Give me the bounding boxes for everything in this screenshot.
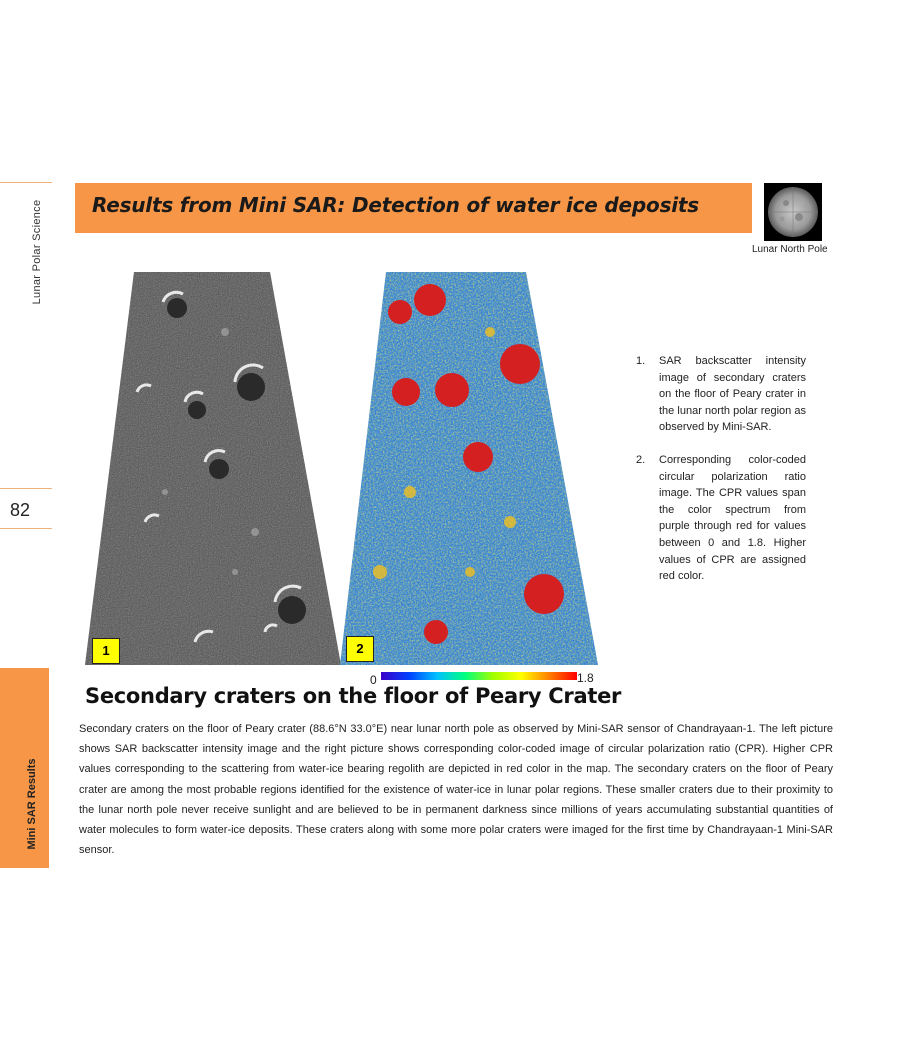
note-text: Corresponding color-coded circular polarization ratio image. The CPR values span the color spectrum from purple through red for values between 0 and 1.8. Higher values of CPR are assigned red color. bbox=[659, 453, 806, 583]
colorbar-max-label: 1.8 bbox=[577, 671, 594, 685]
section-body: Secondary craters on the floor of Peary crater (88.6°N 33.0°E) near lunar north pole as observed by Mini-SAR sensor of Chandrayaan-1. The left picture shows SAR backscatter intensity image and the right picture shows corresponding color-coded image of circular polarization ratio (CPR). Higher CPR values corresponding to the scattering from water-ice bearing regolith are depicted in red color in the map. The secondary craters on the floor of Peary crater are among the most probable regions identified for the existence of water-ice in lunar polar regions. These smaller craters due to their proximity to the lunar north pole never receive sunlight and are believed to be in permanent darkness since millions of years accumulating substantial quantities of water molecules to form water-ice deposits. These craters along with some more polar craters were imaged for the first time by Chandrayaan-1 Mini-SAR sensor. bbox=[79, 723, 833, 857]
header-bar bbox=[75, 183, 752, 233]
page-title: Results from Mini SAR: Detection of water ice deposits bbox=[92, 193, 699, 217]
note-text: SAR backscatter intensity image of secondary craters on the floor of Peary crater in the lunar north polar region as observed by Mini-SAR. bbox=[659, 355, 806, 434]
cpr-color-image bbox=[340, 272, 598, 665]
note-item bbox=[636, 452, 806, 585]
colorbar-min-label: 0 bbox=[370, 673, 377, 687]
panel-1-badge: 1 bbox=[92, 638, 120, 664]
cpr-colorbar bbox=[381, 672, 577, 680]
panel-2-badge: 2 bbox=[346, 636, 374, 662]
thumbnail-caption: Lunar North Pole bbox=[752, 244, 828, 255]
page-number: 82 bbox=[10, 500, 31, 520]
note-number: 1. bbox=[636, 355, 646, 367]
lunar-north-pole-thumbnail bbox=[764, 183, 822, 241]
section-title: Secondary craters on the floor of Peary Crater bbox=[85, 684, 622, 708]
figure-notes bbox=[636, 353, 806, 601]
sar-backscatter-image bbox=[85, 272, 341, 665]
page-number-bottom-rule bbox=[0, 528, 52, 529]
note-item bbox=[636, 353, 806, 436]
page-number-top-rule bbox=[0, 488, 52, 489]
sidebar-chapter-label: Lunar Polar Science bbox=[31, 199, 43, 305]
section-tab-label: Mini SAR Results bbox=[26, 758, 38, 850]
note-number: 2. bbox=[636, 453, 646, 466]
